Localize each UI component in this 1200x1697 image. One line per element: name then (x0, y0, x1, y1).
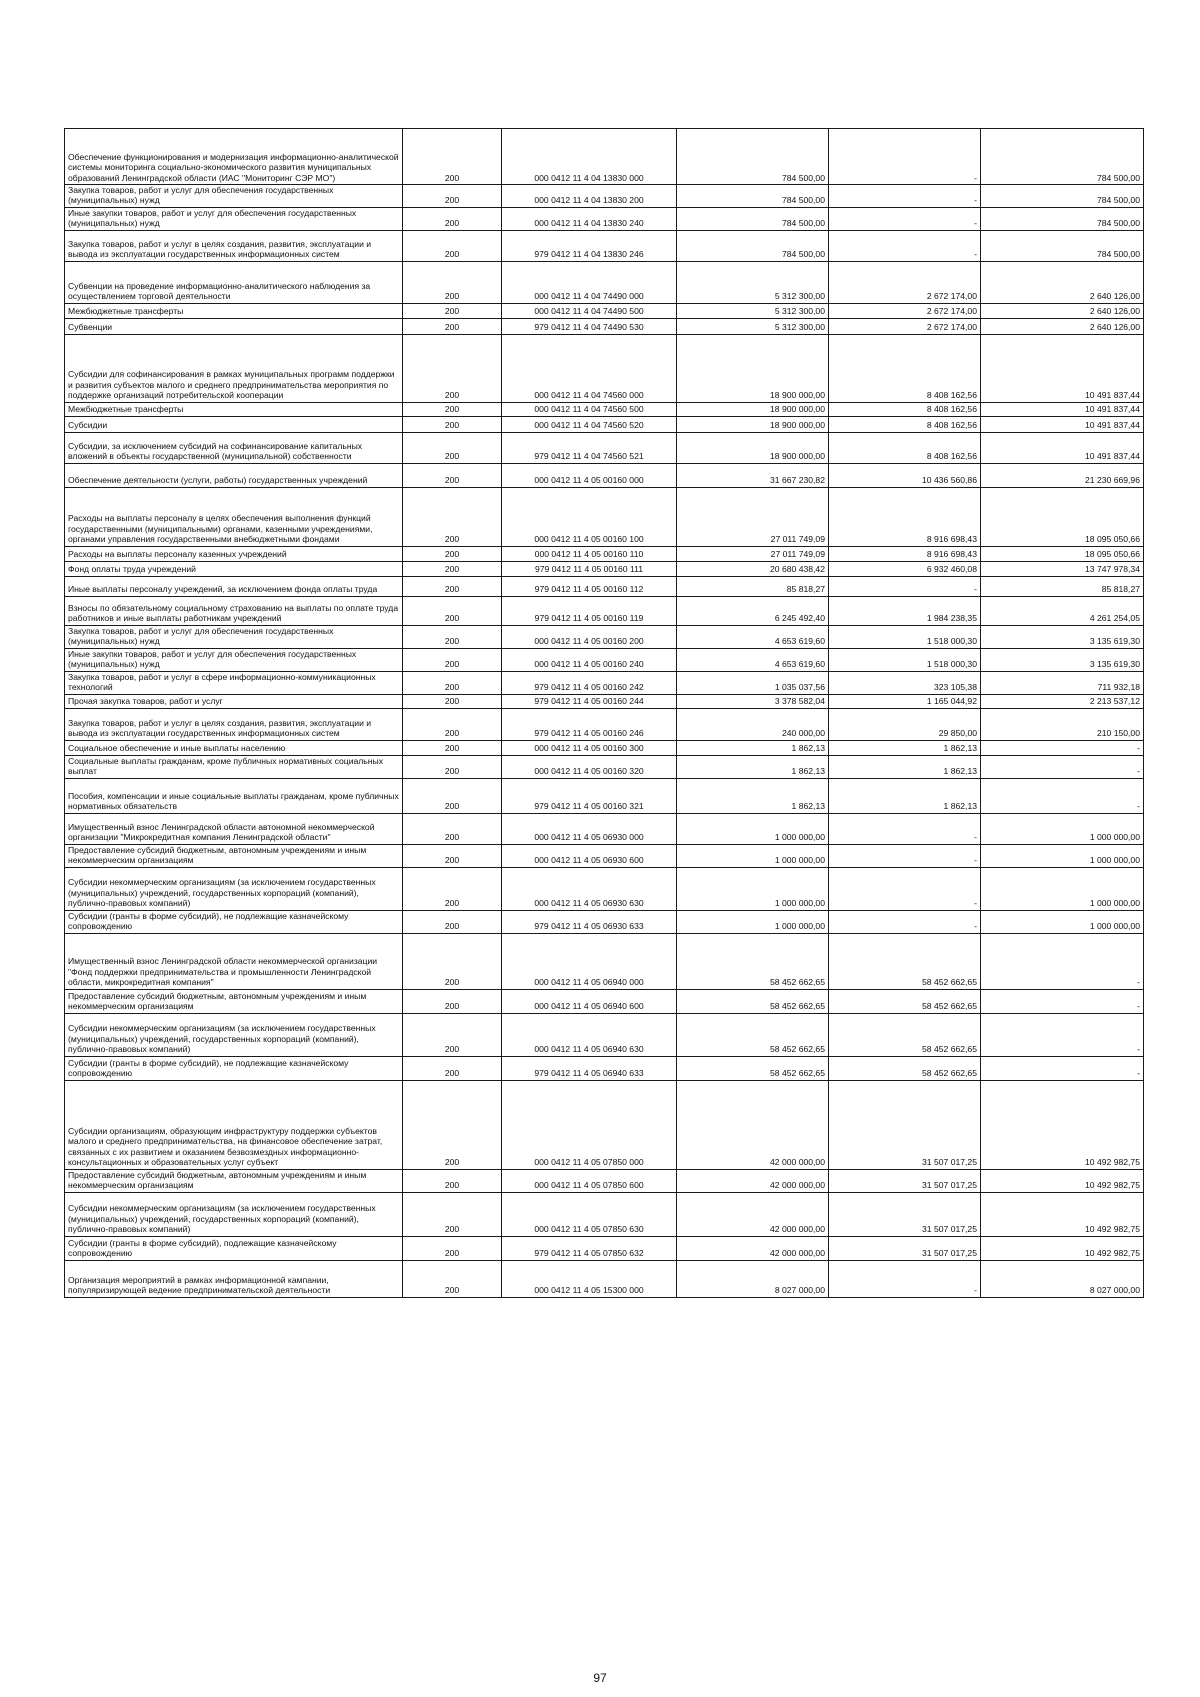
row-name-cell: Предоставление субсидий бюджетным, автономным учреждениям и иным некоммерческим организациям (65, 989, 403, 1013)
row-executed-cell: - (829, 576, 981, 596)
row-unexecuted-cell: - (981, 755, 1144, 778)
row-unexecuted-cell: 85 818,27 (981, 576, 1144, 596)
row-unexecuted-cell: 10 491 837,44 (981, 416, 1144, 432)
row-unexecuted-cell: 2 640 126,00 (981, 318, 1144, 334)
row-name-cell: Субсидии организациям, образующим инфраструктуру поддержки субъектов малого и среднего предпринимательства, на финансовое обеспечение затрат, связанных с их развитием и оказанием безвозмездных информационно-консультационных и образовательных услуг субъект (65, 1080, 403, 1169)
budget-execution-table (64, 128, 1144, 1298)
row-executed-cell: 1 165 044,92 (829, 694, 981, 708)
row-approved-cell: 18 900 000,00 (677, 416, 829, 432)
row-budget-code-cell: 000 0412 11 4 05 07850 630 (502, 1192, 677, 1236)
row-line-code-cell: 200 (403, 867, 502, 910)
row-unexecuted-cell: 4 261 254,05 (981, 596, 1144, 625)
row-budget-code-cell: 000 0412 11 4 05 06940 000 (502, 933, 677, 989)
row-line-code-cell: 200 (403, 671, 502, 694)
row-budget-code-cell: 000 0412 11 4 05 00160 100 (502, 487, 677, 546)
row-executed-cell: 6 932 460,08 (829, 561, 981, 576)
row-unexecuted-cell: 13 747 978,34 (981, 561, 1144, 576)
row-approved-cell: 58 452 662,65 (677, 989, 829, 1013)
row-approved-cell: 42 000 000,00 (677, 1169, 829, 1192)
row-executed-cell: - (829, 129, 981, 185)
row-line-code-cell: 200 (403, 694, 502, 708)
row-unexecuted-cell: - (981, 740, 1144, 755)
row-line-code-cell: 200 (403, 432, 502, 463)
row-executed-cell: - (829, 1260, 981, 1297)
row-line-code-cell: 200 (403, 318, 502, 334)
row-unexecuted-cell: 10 492 982,75 (981, 1192, 1144, 1236)
row-name-cell: Взносы по обязательному социальному страхованию на выплаты по оплате труда работников и иные выплаты работникам учреждений (65, 596, 403, 625)
row-line-code-cell: 200 (403, 261, 502, 303)
row-budget-code-cell: 000 0412 11 4 05 00160 200 (502, 625, 677, 648)
row-executed-cell: 8 916 698,43 (829, 487, 981, 546)
row-name-cell: Расходы на выплаты персоналу казенных учреждений (65, 546, 403, 561)
row-approved-cell: 1 000 000,00 (677, 867, 829, 910)
row-line-code-cell: 200 (403, 1013, 502, 1056)
row-approved-cell: 1 862,13 (677, 740, 829, 755)
table-row (65, 416, 1144, 432)
table-row (65, 625, 1144, 648)
row-approved-cell: 4 653 619,60 (677, 625, 829, 648)
row-unexecuted-cell: 1 000 000,00 (981, 910, 1144, 933)
row-approved-cell: 5 312 300,00 (677, 261, 829, 303)
table-row (65, 740, 1144, 755)
row-budget-code-cell: 979 0412 11 4 05 00160 119 (502, 596, 677, 625)
row-approved-cell: 784 500,00 (677, 230, 829, 261)
row-unexecuted-cell: 10 492 982,75 (981, 1169, 1144, 1192)
row-approved-cell: 1 000 000,00 (677, 910, 829, 933)
row-budget-code-cell: 979 0412 11 4 05 00160 244 (502, 694, 677, 708)
row-executed-cell: 31 507 017,25 (829, 1236, 981, 1260)
row-name-cell: Предоставление субсидий бюджетным, автономным учреждениям и иным некоммерческим организациям (65, 844, 403, 867)
row-approved-cell: 58 452 662,65 (677, 933, 829, 989)
row-executed-cell: 58 452 662,65 (829, 1013, 981, 1056)
row-approved-cell: 1 862,13 (677, 778, 829, 813)
row-name-cell: Субсидии некоммерческим организациям (за исключением государственных (муниципальных) учреждений, государственных корпораций (компаний), публично-правовых компаний) (65, 1013, 403, 1056)
table-row (65, 463, 1144, 487)
row-unexecuted-cell: 2 640 126,00 (981, 261, 1144, 303)
row-executed-cell: 58 452 662,65 (829, 933, 981, 989)
row-executed-cell: 8 408 162,56 (829, 416, 981, 432)
row-approved-cell: 58 452 662,65 (677, 1013, 829, 1056)
row-budget-code-cell: 000 0412 11 4 05 06930 630 (502, 867, 677, 910)
row-budget-code-cell: 979 0412 11 4 05 00160 321 (502, 778, 677, 813)
table-row (65, 129, 1144, 185)
table-row (65, 933, 1144, 989)
row-budget-code-cell: 000 0412 11 4 05 15300 000 (502, 1260, 677, 1297)
row-approved-cell: 784 500,00 (677, 185, 829, 208)
row-line-code-cell: 200 (403, 813, 502, 844)
row-executed-cell: 10 436 560,86 (829, 463, 981, 487)
row-unexecuted-cell: 10 491 837,44 (981, 432, 1144, 463)
row-line-code-cell: 200 (403, 648, 502, 671)
table-body (65, 129, 1144, 1298)
row-budget-code-cell: 979 0412 11 4 04 74490 530 (502, 318, 677, 334)
row-unexecuted-cell: 10 491 837,44 (981, 402, 1144, 416)
row-line-code-cell: 200 (403, 303, 502, 318)
table-row (65, 487, 1144, 546)
row-line-code-cell: 200 (403, 1169, 502, 1192)
table-row (65, 261, 1144, 303)
row-executed-cell: - (829, 813, 981, 844)
row-unexecuted-cell: 18 095 050,66 (981, 546, 1144, 561)
table-row (65, 207, 1144, 230)
row-executed-cell: 8 408 162,56 (829, 334, 981, 402)
row-executed-cell: 8 408 162,56 (829, 402, 981, 416)
row-line-code-cell: 200 (403, 740, 502, 755)
row-line-code-cell: 200 (403, 596, 502, 625)
row-budget-code-cell: 979 0412 11 4 05 06940 633 (502, 1056, 677, 1080)
table-row (65, 1080, 1144, 1169)
row-unexecuted-cell: 10 491 837,44 (981, 334, 1144, 402)
row-line-code-cell: 200 (403, 755, 502, 778)
page-number: 97 (593, 1671, 607, 1685)
row-name-cell: Субсидии, за исключением субсидий на софинансирование капитальных вложений в объекты государственной (муниципальной) собственности (65, 432, 403, 463)
row-executed-cell: - (829, 910, 981, 933)
row-name-cell: Субсидии для софинансирования в рамках муниципальных программ поддержки и развития субъектов малого и среднего предпринимательства мероприятия по поддержке организаций потребительской кооперации (65, 334, 403, 402)
row-budget-code-cell: 000 0412 11 4 05 00160 240 (502, 648, 677, 671)
row-line-code-cell: 200 (403, 1056, 502, 1080)
table-row (65, 546, 1144, 561)
row-unexecuted-cell: 10 492 982,75 (981, 1236, 1144, 1260)
row-line-code-cell: 200 (403, 910, 502, 933)
row-executed-cell: 29 850,00 (829, 708, 981, 740)
row-name-cell: Организация мероприятий в рамках информационной кампании, популяризирующей ведение предпринимательской деятельности (65, 1260, 403, 1297)
row-approved-cell: 8 027 000,00 (677, 1260, 829, 1297)
row-name-cell: Субсидии (65, 416, 403, 432)
row-executed-cell: 1 984 238,35 (829, 596, 981, 625)
table-row (65, 1056, 1144, 1080)
row-unexecuted-cell: 2 213 537,12 (981, 694, 1144, 708)
row-approved-cell: 42 000 000,00 (677, 1236, 829, 1260)
row-executed-cell: 2 672 174,00 (829, 303, 981, 318)
row-executed-cell: 8 408 162,56 (829, 432, 981, 463)
table-row (65, 1192, 1144, 1236)
row-budget-code-cell: 000 0412 11 4 05 07850 000 (502, 1080, 677, 1169)
row-executed-cell: - (829, 185, 981, 208)
row-name-cell: Фонд оплаты труда учреждений (65, 561, 403, 576)
row-approved-cell: 784 500,00 (677, 207, 829, 230)
row-budget-code-cell: 000 0412 11 4 05 06930 600 (502, 844, 677, 867)
row-line-code-cell: 200 (403, 546, 502, 561)
row-name-cell: Субсидии некоммерческим организациям (за исключением государственных (муниципальных) учреждений, государственных корпораций (компаний), публично-правовых компаний) (65, 867, 403, 910)
row-executed-cell: - (829, 844, 981, 867)
row-line-code-cell: 200 (403, 1260, 502, 1297)
row-line-code-cell: 200 (403, 1192, 502, 1236)
row-line-code-cell: 200 (403, 708, 502, 740)
row-unexecuted-cell: 21 230 669,96 (981, 463, 1144, 487)
row-approved-cell: 5 312 300,00 (677, 303, 829, 318)
row-executed-cell: 323 105,38 (829, 671, 981, 694)
row-executed-cell: 1 862,13 (829, 740, 981, 755)
row-approved-cell: 240 000,00 (677, 708, 829, 740)
row-name-cell: Иные закупки товаров, работ и услуг для обеспечения государственных (муниципальных) нужд (65, 207, 403, 230)
row-name-cell: Межбюджетные трансферты (65, 303, 403, 318)
row-budget-code-cell: 979 0412 11 4 05 00160 242 (502, 671, 677, 694)
row-name-cell: Субвенции (65, 318, 403, 334)
row-approved-cell: 3 378 582,04 (677, 694, 829, 708)
row-line-code-cell: 200 (403, 129, 502, 185)
row-line-code-cell: 200 (403, 230, 502, 261)
table-row (65, 694, 1144, 708)
row-approved-cell: 27 011 749,09 (677, 546, 829, 561)
row-approved-cell: 6 245 492,40 (677, 596, 829, 625)
row-name-cell: Закупка товаров, работ и услуг в целях создания, развития, эксплуатации и вывода из эксплуатации государственных информационных систем (65, 708, 403, 740)
row-unexecuted-cell: 784 500,00 (981, 230, 1144, 261)
row-approved-cell: 1 035 037,56 (677, 671, 829, 694)
table-row (65, 844, 1144, 867)
row-name-cell: Предоставление субсидий бюджетным, автономным учреждениям и иным некоммерческим организациям (65, 1169, 403, 1192)
row-line-code-cell: 200 (403, 844, 502, 867)
row-name-cell: Прочая закупка товаров, работ и услуг (65, 694, 403, 708)
table-row (65, 432, 1144, 463)
row-line-code-cell: 200 (403, 625, 502, 648)
row-name-cell: Обеспечение функционирования и модернизация информационно-аналитической системы мониторинга социально-экономического развития муниципальных образований Ленинградской области (ИАС "Мониторинг СЭР МО") (65, 129, 403, 185)
row-name-cell: Иные выплаты персоналу учреждений, за исключением фонда оплаты труда (65, 576, 403, 596)
row-name-cell: Закупка товаров, работ и услуг для обеспечения государственных (муниципальных) нужд (65, 185, 403, 208)
row-line-code-cell: 200 (403, 576, 502, 596)
row-budget-code-cell: 979 0412 11 4 04 74560 521 (502, 432, 677, 463)
row-line-code-cell: 200 (403, 561, 502, 576)
row-name-cell: Межбюджетные трансферты (65, 402, 403, 416)
row-name-cell: Субсидии (гранты в форме субсидий), не подлежащие казначейскому сопровождению (65, 910, 403, 933)
row-budget-code-cell: 000 0412 11 4 05 06940 630 (502, 1013, 677, 1056)
row-unexecuted-cell: - (981, 1056, 1144, 1080)
row-budget-code-cell: 979 0412 11 4 05 06930 633 (502, 910, 677, 933)
row-name-cell: Имущественный взнос Ленинградской области автономной некоммерческой организации "Микрокредитная компания Ленинградской области" (65, 813, 403, 844)
row-name-cell: Социальное обеспечение и иные выплаты населению (65, 740, 403, 755)
row-budget-code-cell: 979 0412 11 4 05 00160 111 (502, 561, 677, 576)
table-row (65, 318, 1144, 334)
table-row (65, 303, 1144, 318)
row-unexecuted-cell: - (981, 1013, 1144, 1056)
row-budget-code-cell: 979 0412 11 4 05 00160 246 (502, 708, 677, 740)
row-name-cell: Иные закупки товаров, работ и услуг для обеспечения государственных (муниципальных) нужд (65, 648, 403, 671)
table-row (65, 910, 1144, 933)
row-executed-cell: 1 518 000,30 (829, 648, 981, 671)
row-approved-cell: 42 000 000,00 (677, 1080, 829, 1169)
row-unexecuted-cell: 3 135 619,30 (981, 648, 1144, 671)
row-unexecuted-cell: 2 640 126,00 (981, 303, 1144, 318)
row-executed-cell: 58 452 662,65 (829, 1056, 981, 1080)
row-approved-cell: 784 500,00 (677, 129, 829, 185)
table-row (65, 755, 1144, 778)
row-budget-code-cell: 000 0412 11 4 05 00160 300 (502, 740, 677, 755)
table-row (65, 1169, 1144, 1192)
table-row (65, 813, 1144, 844)
table-row (65, 402, 1144, 416)
row-executed-cell: 2 672 174,00 (829, 318, 981, 334)
table-row (65, 576, 1144, 596)
row-budget-code-cell: 000 0412 11 4 05 00160 110 (502, 546, 677, 561)
row-name-cell: Закупка товаров, работ и услуг в целях создания, развития, эксплуатации и вывода из эксплуатации государственных информационных систем (65, 230, 403, 261)
row-budget-code-cell: 000 0412 11 4 05 06940 600 (502, 989, 677, 1013)
row-budget-code-cell: 000 0412 11 4 04 74560 000 (502, 334, 677, 402)
row-budget-code-cell: 000 0412 11 4 05 07850 600 (502, 1169, 677, 1192)
row-approved-cell: 4 653 619,60 (677, 648, 829, 671)
row-name-cell: Обеспечение деятельности (услуги, работы) государственных учреждений (65, 463, 403, 487)
row-unexecuted-cell: - (981, 778, 1144, 813)
table-row (65, 561, 1144, 576)
row-approved-cell: 18 900 000,00 (677, 402, 829, 416)
row-executed-cell: - (829, 207, 981, 230)
row-line-code-cell: 200 (403, 778, 502, 813)
row-name-cell: Социальные выплаты гражданам, кроме публичных нормативных социальных выплат (65, 755, 403, 778)
row-approved-cell: 58 452 662,65 (677, 1056, 829, 1080)
row-budget-code-cell: 000 0412 11 4 04 74490 000 (502, 261, 677, 303)
table-row (65, 334, 1144, 402)
row-unexecuted-cell: 18 095 050,66 (981, 487, 1144, 546)
row-line-code-cell: 200 (403, 463, 502, 487)
row-approved-cell: 42 000 000,00 (677, 1192, 829, 1236)
table-row (65, 867, 1144, 910)
table-row (65, 1260, 1144, 1297)
row-name-cell: Расходы на выплаты персоналу в целях обеспечения выполнения функций государственными (муниципальными) органами, казенными учреждениями, органами управления государственными внебюджетными фондами (65, 487, 403, 546)
row-approved-cell: 1 000 000,00 (677, 844, 829, 867)
row-line-code-cell: 200 (403, 1080, 502, 1169)
row-unexecuted-cell: 10 492 982,75 (981, 1080, 1144, 1169)
row-unexecuted-cell: - (981, 933, 1144, 989)
row-unexecuted-cell: 8 027 000,00 (981, 1260, 1144, 1297)
row-budget-code-cell: 000 0412 11 4 05 00160 000 (502, 463, 677, 487)
row-executed-cell: - (829, 867, 981, 910)
row-executed-cell: 8 916 698,43 (829, 546, 981, 561)
row-approved-cell: 18 900 000,00 (677, 334, 829, 402)
table-row (65, 230, 1144, 261)
row-unexecuted-cell: 3 135 619,30 (981, 625, 1144, 648)
row-line-code-cell: 200 (403, 334, 502, 402)
table-row (65, 596, 1144, 625)
row-budget-code-cell: 000 0412 11 4 04 74560 520 (502, 416, 677, 432)
row-name-cell: Имущественный взнос Ленинградской области некоммерческой организации "Фонд поддержки предпринимательства и промышленности Ленинградской области, микрокредитная компания" (65, 933, 403, 989)
row-line-code-cell: 200 (403, 1236, 502, 1260)
row-executed-cell: - (829, 230, 981, 261)
row-unexecuted-cell: 784 500,00 (981, 207, 1144, 230)
row-unexecuted-cell: - (981, 989, 1144, 1013)
row-unexecuted-cell: 1 000 000,00 (981, 844, 1144, 867)
row-name-cell: Субсидии некоммерческим организациям (за исключением государственных (муниципальных) учреждений, государственных корпораций (компаний), публично-правовых компаний) (65, 1192, 403, 1236)
row-unexecuted-cell: 1 000 000,00 (981, 867, 1144, 910)
row-line-code-cell: 200 (403, 402, 502, 416)
table-row (65, 1013, 1144, 1056)
row-name-cell: Закупка товаров, работ и услуг в сфере информационно-коммуникационных технологий (65, 671, 403, 694)
table-row (65, 671, 1144, 694)
row-executed-cell: 1 518 000,30 (829, 625, 981, 648)
row-approved-cell: 1 862,13 (677, 755, 829, 778)
table-row (65, 989, 1144, 1013)
table-row (65, 185, 1144, 208)
row-approved-cell: 27 011 749,09 (677, 487, 829, 546)
row-approved-cell: 31 667 230,82 (677, 463, 829, 487)
row-unexecuted-cell: 784 500,00 (981, 185, 1144, 208)
row-approved-cell: 18 900 000,00 (677, 432, 829, 463)
table-row (65, 1236, 1144, 1260)
row-budget-code-cell: 979 0412 11 4 04 13830 246 (502, 230, 677, 261)
row-budget-code-cell: 000 0412 11 4 04 74560 500 (502, 402, 677, 416)
row-line-code-cell: 200 (403, 416, 502, 432)
row-line-code-cell: 200 (403, 989, 502, 1013)
row-unexecuted-cell: 784 500,00 (981, 129, 1144, 185)
row-name-cell: Субсидии (гранты в форме субсидий), подлежащие казначейскому сопровождению (65, 1236, 403, 1260)
row-executed-cell: 31 507 017,25 (829, 1169, 981, 1192)
row-executed-cell: 1 862,13 (829, 778, 981, 813)
row-executed-cell: 1 862,13 (829, 755, 981, 778)
row-line-code-cell: 200 (403, 933, 502, 989)
row-executed-cell: 31 507 017,25 (829, 1080, 981, 1169)
row-executed-cell: 31 507 017,25 (829, 1192, 981, 1236)
row-line-code-cell: 200 (403, 185, 502, 208)
table-row (65, 648, 1144, 671)
row-name-cell: Субсидии (гранты в форме субсидий), не подлежащие казначейскому сопровождению (65, 1056, 403, 1080)
row-unexecuted-cell: 1 000 000,00 (981, 813, 1144, 844)
row-unexecuted-cell: 711 932,18 (981, 671, 1144, 694)
row-budget-code-cell: 979 0412 11 4 05 07850 632 (502, 1236, 677, 1260)
table-row (65, 708, 1144, 740)
row-budget-code-cell: 000 0412 11 4 04 13830 000 (502, 129, 677, 185)
row-executed-cell: 58 452 662,65 (829, 989, 981, 1013)
row-name-cell: Пособия, компенсации и иные социальные выплаты гражданам, кроме публичных нормативных обязательств (65, 778, 403, 813)
row-approved-cell: 5 312 300,00 (677, 318, 829, 334)
table-row (65, 778, 1144, 813)
row-approved-cell: 85 818,27 (677, 576, 829, 596)
row-name-cell: Субвенции на проведение информационно-аналитического наблюдения за осуществлением торговой деятельности (65, 261, 403, 303)
row-budget-code-cell: 000 0412 11 4 04 74490 500 (502, 303, 677, 318)
row-line-code-cell: 200 (403, 207, 502, 230)
row-unexecuted-cell: 210 150,00 (981, 708, 1144, 740)
row-budget-code-cell: 979 0412 11 4 05 00160 112 (502, 576, 677, 596)
row-executed-cell: 2 672 174,00 (829, 261, 981, 303)
row-budget-code-cell: 000 0412 11 4 04 13830 240 (502, 207, 677, 230)
row-budget-code-cell: 000 0412 11 4 04 13830 200 (502, 185, 677, 208)
row-budget-code-cell: 000 0412 11 4 05 06930 000 (502, 813, 677, 844)
row-name-cell: Закупка товаров, работ и услуг для обеспечения государственных (муниципальных) нужд (65, 625, 403, 648)
row-line-code-cell: 200 (403, 487, 502, 546)
row-budget-code-cell: 000 0412 11 4 05 00160 320 (502, 755, 677, 778)
row-approved-cell: 20 680 438,42 (677, 561, 829, 576)
row-approved-cell: 1 000 000,00 (677, 813, 829, 844)
